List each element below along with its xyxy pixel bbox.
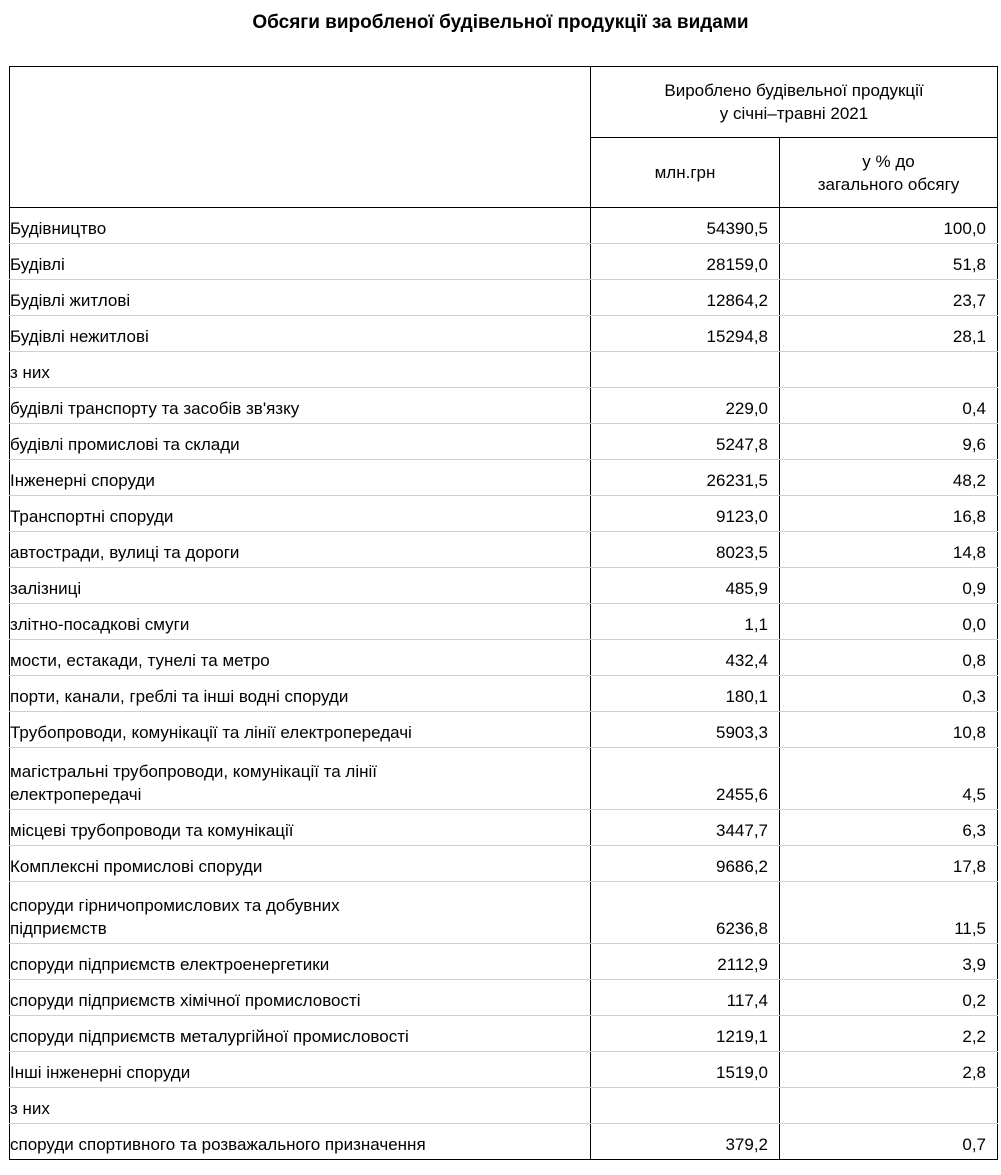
- header-pct-cell: [780, 138, 998, 208]
- row-label: автостради, вулиці та дороги: [10, 532, 591, 568]
- row-pct-value: 17,8: [780, 846, 998, 882]
- row-mln-value: 3447,7: [591, 810, 780, 846]
- row-label: [10, 748, 591, 810]
- row-label: споруди підприємств металургійної промисловості: [10, 1016, 591, 1052]
- row-pct-value: 0,8: [780, 640, 998, 676]
- table-row: [10, 352, 998, 388]
- header-stub-cell: [10, 67, 591, 208]
- row-label: Будівлі житлові: [10, 280, 591, 316]
- row-mln-value: 229,0: [591, 388, 780, 424]
- table-row: [10, 810, 998, 846]
- header-group-line1: Вироблено будівельної продукції: [664, 81, 924, 100]
- row-mln-value: 5247,8: [591, 424, 780, 460]
- row-label: Трубопроводи, комунікації та лінії електропередачі: [10, 712, 591, 748]
- table-row: [10, 1088, 998, 1124]
- table-row: [10, 712, 998, 748]
- page-title: Обсяги виробленої будівельної продукції за видами: [252, 12, 749, 33]
- row-pct-value: 4,5: [780, 748, 998, 810]
- row-mln-value: 1219,1: [591, 1016, 780, 1052]
- table-row: [10, 604, 998, 640]
- row-label: Комплексні промислові споруди: [10, 846, 591, 882]
- table-row: [10, 1016, 998, 1052]
- table-row: [10, 460, 998, 496]
- table-row: [10, 980, 998, 1016]
- table-row: [10, 388, 998, 424]
- row-pct-value: 3,9: [780, 944, 998, 980]
- table-body: [10, 208, 998, 1160]
- row-label: з них: [10, 352, 591, 388]
- header-group-cell: [591, 67, 998, 138]
- row-pct-value: 2,2: [780, 1016, 998, 1052]
- row-pct-value: 100,0: [780, 208, 998, 244]
- row-mln-value: 28159,0: [591, 244, 780, 280]
- table-row: [10, 1124, 998, 1160]
- row-label: споруди підприємств електроенергетики: [10, 944, 591, 980]
- table-row: [10, 846, 998, 882]
- row-mln-value: 8023,5: [591, 532, 780, 568]
- row-pct-value: [780, 352, 998, 388]
- row-label-line1: магістральні трубопроводи, комунікації та лінії: [10, 762, 378, 781]
- row-label: споруди спортивного та розважального призначення: [10, 1124, 591, 1160]
- row-label: Будівлі нежитлові: [10, 316, 591, 352]
- row-pct-value: 0,4: [780, 388, 998, 424]
- row-pct-value: 0,3: [780, 676, 998, 712]
- row-label: Будівлі: [10, 244, 591, 280]
- row-pct-value: 16,8: [780, 496, 998, 532]
- row-mln-value: 1519,0: [591, 1052, 780, 1088]
- production-table: [9, 66, 998, 1160]
- row-label: будівлі транспорту та засобів зв'язку: [10, 388, 591, 424]
- row-label: Будівництво: [10, 208, 591, 244]
- row-mln-value: 6236,8: [591, 882, 780, 944]
- table-row: [10, 944, 998, 980]
- row-mln-value: 54390,5: [591, 208, 780, 244]
- row-mln-value: 180,1: [591, 676, 780, 712]
- row-pct-value: 0,0: [780, 604, 998, 640]
- row-pct-value: [780, 1088, 998, 1124]
- row-mln-value: 2455,6: [591, 748, 780, 810]
- table-row: [10, 882, 998, 944]
- row-mln-value: 15294,8: [591, 316, 780, 352]
- row-pct-value: 11,5: [780, 882, 998, 944]
- table-row: [10, 208, 998, 244]
- row-label: залізниці: [10, 568, 591, 604]
- table-row: [10, 1052, 998, 1088]
- row-mln-value: 5903,3: [591, 712, 780, 748]
- row-pct-value: 51,8: [780, 244, 998, 280]
- row-label: Інженерні споруди: [10, 460, 591, 496]
- table-row: [10, 568, 998, 604]
- header-mln-label: млн.грн: [654, 163, 716, 182]
- row-pct-value: 14,8: [780, 532, 998, 568]
- table-row: [10, 748, 998, 810]
- table-row: [10, 532, 998, 568]
- row-pct-value: 28,1: [780, 316, 998, 352]
- row-label-line1: споруди гірничопромислових та добувних: [10, 896, 340, 915]
- table-row: [10, 640, 998, 676]
- row-pct-value: 10,8: [780, 712, 998, 748]
- table-row: [10, 316, 998, 352]
- table-row: [10, 676, 998, 712]
- row-label-line2: підприємств: [10, 919, 107, 938]
- row-pct-value: 9,6: [780, 424, 998, 460]
- row-pct-value: 23,7: [780, 280, 998, 316]
- table-header: [10, 67, 998, 208]
- row-pct-value: 2,8: [780, 1052, 998, 1088]
- row-pct-value: 0,7: [780, 1124, 998, 1160]
- row-mln-value: 432,4: [591, 640, 780, 676]
- row-mln-value: 12864,2: [591, 280, 780, 316]
- row-label: злітно-посадкові смуги: [10, 604, 591, 640]
- header-group-line2: у січні–травні 2021: [719, 104, 869, 123]
- row-label: мости, естакади, тунелі та метро: [10, 640, 591, 676]
- header-pct-line1: у % до: [862, 151, 915, 171]
- row-mln-value: 9123,0: [591, 496, 780, 532]
- row-label: споруди підприємств хімічної промисловості: [10, 980, 591, 1016]
- row-label: з них: [10, 1088, 591, 1124]
- row-label: Інші інженерні споруди: [10, 1052, 591, 1088]
- table-row: [10, 496, 998, 532]
- row-label: Транспортні споруди: [10, 496, 591, 532]
- row-label: порти, канали, греблі та інші водні споруди: [10, 676, 591, 712]
- row-label: [10, 882, 591, 944]
- row-mln-value: 26231,5: [591, 460, 780, 496]
- row-mln-value: 379,2: [591, 1124, 780, 1160]
- row-mln-value: [591, 1088, 780, 1124]
- header-pct-line2: загального обсягу: [817, 174, 960, 194]
- table-row: [10, 244, 998, 280]
- row-mln-value: 117,4: [591, 980, 780, 1016]
- table-row: [10, 424, 998, 460]
- row-label: місцеві трубопроводи та комунікації: [10, 810, 591, 846]
- row-label-line2: електропередачі: [10, 785, 142, 804]
- row-pct-value: 48,2: [780, 460, 998, 496]
- row-label: будівлі промислові та склади: [10, 424, 591, 460]
- row-pct-value: 0,9: [780, 568, 998, 604]
- row-mln-value: 2112,9: [591, 944, 780, 980]
- row-mln-value: 485,9: [591, 568, 780, 604]
- row-pct-value: 6,3: [780, 810, 998, 846]
- header-mln-cell: [591, 138, 780, 208]
- table-row: [10, 280, 998, 316]
- row-pct-value: 0,2: [780, 980, 998, 1016]
- row-mln-value: 9686,2: [591, 846, 780, 882]
- row-mln-value: 1,1: [591, 604, 780, 640]
- row-mln-value: [591, 352, 780, 388]
